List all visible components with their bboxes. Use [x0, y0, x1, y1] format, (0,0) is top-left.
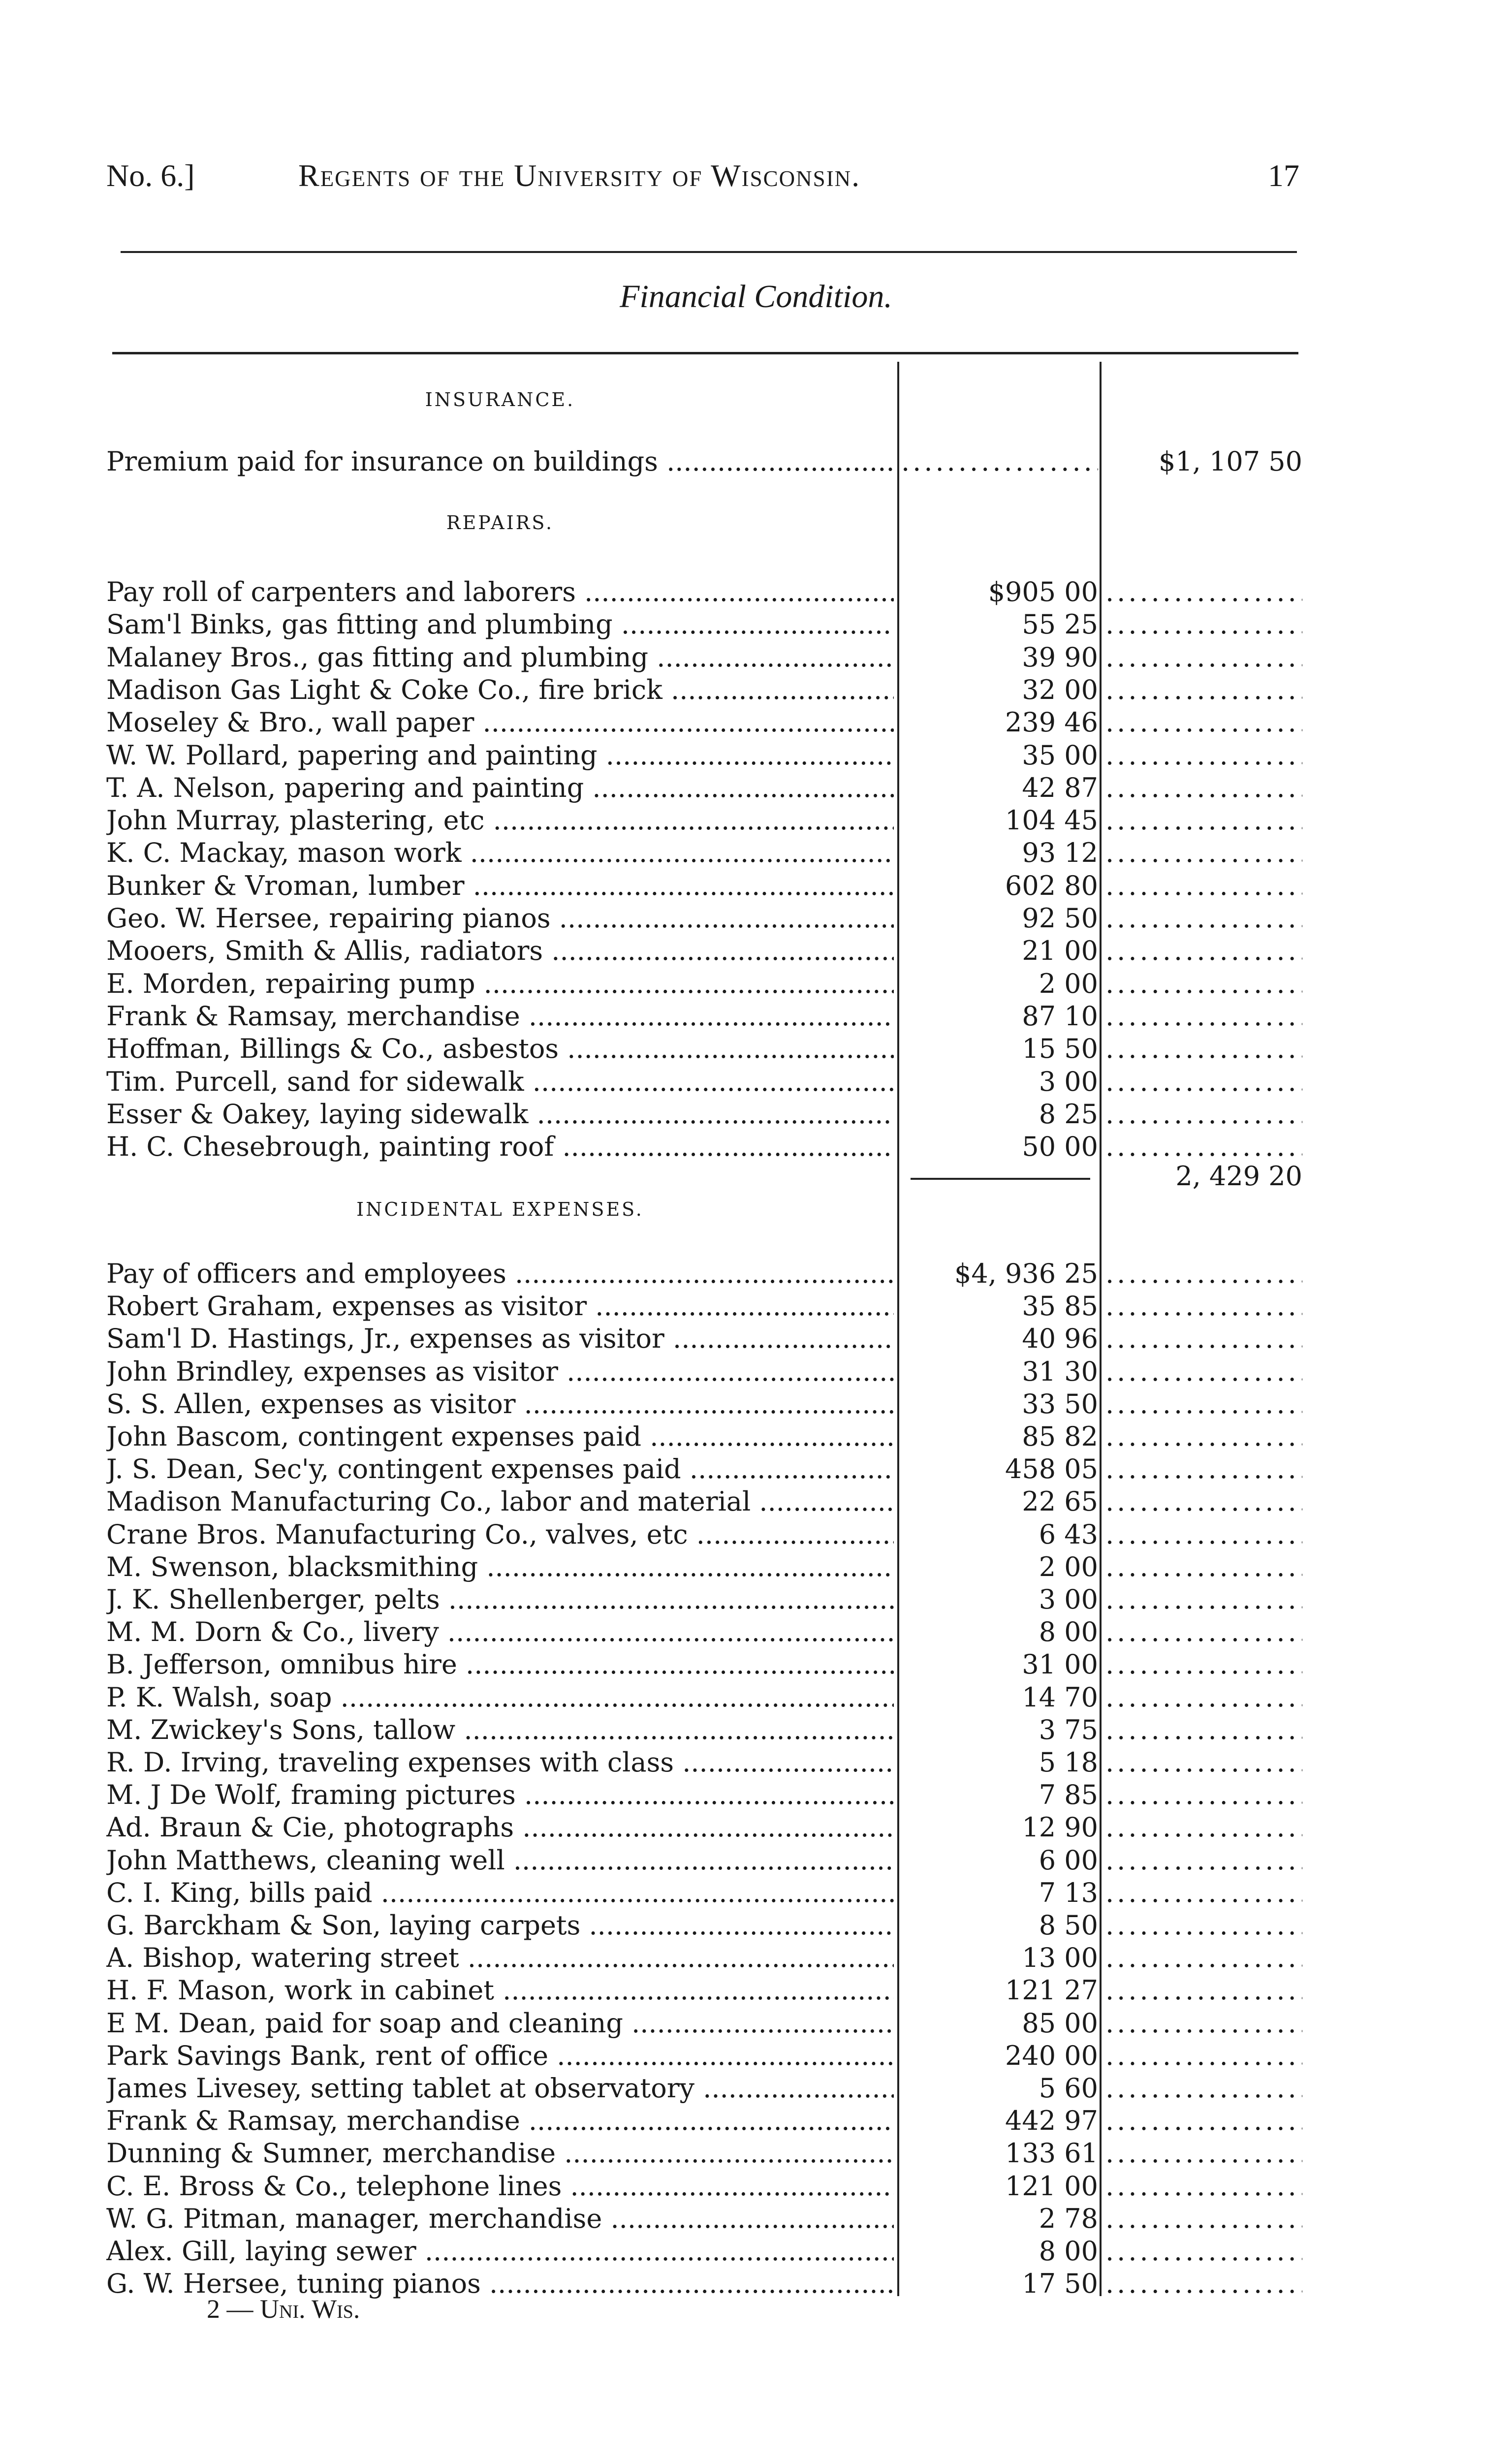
ledger-row [106, 968, 1302, 1000]
row-leader [1105, 1066, 1302, 1098]
row-leader [1105, 2170, 1302, 2203]
row-description: Malaney Bros., gas fitting and plumbing ..... [106, 641, 894, 674]
row-amount: 104 45 [1005, 805, 1098, 836]
row-amount: 133 61 [1005, 2138, 1098, 2169]
ledger-row [106, 1388, 1302, 1420]
ledger-row [106, 1066, 1302, 1098]
row-amount: 7 13 [1039, 1877, 1098, 1908]
row-leader [1105, 1323, 1302, 1355]
row-description: John Bascom, contingent expenses paid ..... [106, 1420, 894, 1453]
row-leader [1105, 1811, 1302, 1844]
ledger-row [106, 935, 1302, 967]
ledger-row [106, 2235, 1302, 2268]
row-amount: 5 18 [1039, 1747, 1098, 1778]
incidental-heading: INCIDENTAL EXPENSES. [356, 1199, 644, 1220]
row-total: $1, 107 50 [1159, 446, 1302, 477]
ledger-row [106, 1942, 1302, 1974]
row-leader [1105, 2072, 1302, 2105]
ledger-row [106, 1098, 1302, 1131]
ledger-row [106, 1453, 1302, 1485]
row-amount: 32 00 [1022, 674, 1098, 705]
ledger-row [106, 2203, 1302, 2235]
row-amount: 55 25 [1022, 609, 1098, 640]
row-leader [1105, 641, 1302, 674]
row-leader [1105, 1551, 1302, 1583]
row-description: Madison Manufacturing Co., labor and material ..... [106, 1485, 894, 1518]
row-description: E M. Dean, paid for soap and cleaning ..... [106, 2007, 894, 2040]
ledger-row [106, 1290, 1302, 1323]
ledger-row [106, 1420, 1302, 1453]
row-amount: 50 00 [1022, 1131, 1098, 1163]
row-leader [1105, 739, 1302, 772]
row-description: Robert Graham, expenses as visitor ..... [106, 1290, 894, 1323]
row-amount: 31 30 [1022, 1356, 1098, 1387]
row-leader [1105, 2007, 1302, 2040]
row-description: H. F. Mason, work in cabinet ..... [106, 1974, 894, 2007]
insurance-row [106, 445, 1302, 478]
ledger-row [106, 2072, 1302, 2105]
row-description: Alex. Gill, laying sewer ..... [106, 2235, 894, 2268]
row-amount: 85 82 [1022, 1421, 1098, 1452]
ledger-row [106, 1323, 1302, 1355]
row-leader [1105, 706, 1302, 739]
ledger-row [106, 1518, 1302, 1551]
row-description: John Murray, plastering, etc ..... [106, 804, 894, 837]
row-leader [1105, 1453, 1302, 1485]
ledger-row [106, 2105, 1302, 2137]
page-header [106, 148, 1299, 207]
row-amount: 12 90 [1022, 1812, 1098, 1843]
row-amount: 35 85 [1022, 1291, 1098, 1322]
row-amount: 2 00 [1039, 968, 1098, 999]
row-amount: 3 00 [1039, 1066, 1098, 1097]
ledger-row [106, 837, 1302, 869]
ledger-row [106, 1877, 1302, 1909]
row-description: Frank & Ramsay, merchandise ..... [106, 2105, 894, 2137]
row-description: E. Morden, repairing pump ..... [106, 968, 894, 1000]
row-description: Esser & Oakey, laying sidewalk ..... [106, 1098, 894, 1131]
ledger-row [106, 1909, 1302, 1942]
row-leader [1105, 2137, 1302, 2170]
row-description: K. C. Mackay, mason work ..... [106, 837, 894, 869]
row-leader [1105, 1485, 1302, 1518]
row-description: Bunker & Vroman, lumber ..... [106, 870, 894, 902]
row-leader [1105, 1258, 1302, 1290]
row-amount: 2 78 [1039, 2203, 1098, 2234]
row-amount: 458 05 [1005, 1453, 1098, 1485]
row-leader [1105, 772, 1302, 804]
ledger-row [106, 1648, 1302, 1681]
ledger-row [106, 706, 1302, 739]
row-amount: 121 27 [1005, 1975, 1098, 2006]
row-description: J. S. Dean, Sec'y, contingent expenses paid ..... [106, 1453, 894, 1485]
row-amount: 8 25 [1039, 1098, 1098, 1130]
row-leader [1105, 1131, 1302, 1163]
row-amount: 3 00 [1039, 1584, 1098, 1615]
row-description: M. Swenson, blacksmithing ..... [106, 1551, 894, 1583]
row-description: Pay roll of carpenters and laborers ..... [106, 576, 894, 608]
insurance-heading: INSURANCE. [425, 389, 575, 410]
table-top-rule [112, 352, 1298, 354]
row-leader [1105, 804, 1302, 837]
row-description: M. J De Wolf, framing pictures ..... [106, 1779, 894, 1811]
ledger-row [106, 870, 1302, 902]
ledger-row [106, 2170, 1302, 2203]
row-leader [1105, 1583, 1302, 1616]
ledger-row [106, 1485, 1302, 1518]
row-description: Madison Gas Light & Coke Co., fire brick ..... [106, 674, 894, 706]
row-amount: 239 46 [1005, 707, 1098, 738]
row-amount: 40 96 [1022, 1323, 1098, 1355]
row-amount: 39 90 [1022, 641, 1098, 673]
row-description: H. C. Chesebrough, painting roof ..... [106, 1131, 894, 1163]
row-leader [1105, 1746, 1302, 1779]
row-amount: 3 75 [1039, 1714, 1098, 1745]
row-description: Premium paid for insurance on buildings ..... [106, 445, 894, 478]
row-description: C. I. King, bills paid ..... [106, 1877, 894, 1909]
row-amount: 13 00 [1022, 1942, 1098, 1974]
row-description: John Matthews, cleaning well ..... [106, 1844, 894, 1877]
row-leader [1105, 1779, 1302, 1811]
row-leader [1105, 1290, 1302, 1323]
row-amount: 121 00 [1005, 2170, 1098, 2202]
row-amount: 7 85 [1039, 1779, 1098, 1811]
row-description: Frank & Ramsay, merchandise ..... [106, 1000, 894, 1033]
row-description: B. Jefferson, omnibus hire ..... [106, 1648, 894, 1681]
ledger-row [106, 576, 1302, 608]
row-amount: 17 50 [1022, 2268, 1098, 2300]
ledger-row [106, 1974, 1302, 2007]
row-amount: 15 50 [1022, 1033, 1098, 1065]
ledger-row [106, 772, 1302, 804]
row-description: James Livesey, setting tablet at observatory ..... [106, 2072, 894, 2105]
row-amount: 22 65 [1022, 1486, 1098, 1517]
row-description: John Brindley, expenses as visitor ..... [106, 1356, 894, 1388]
row-leader [1105, 1974, 1302, 2007]
row-amount: 92 50 [1022, 903, 1098, 934]
row-amount: 87 10 [1022, 1000, 1098, 1032]
row-description: Hoffman, Billings & Co., asbestos ..... [106, 1033, 894, 1065]
ledger-row [106, 1746, 1302, 1779]
row-description: Sam'l D. Hastings, Jr., expenses as visitor ..... [106, 1323, 894, 1355]
repairs-heading: REPAIRS. [446, 512, 554, 534]
row-amount: 35 00 [1022, 739, 1098, 771]
row-amount: 42 87 [1022, 772, 1098, 803]
row-leader [1105, 1681, 1302, 1714]
ledger-row [106, 1000, 1302, 1033]
row-leader [1105, 1356, 1302, 1388]
row-amount: 93 12 [1022, 837, 1098, 869]
row-leader [1105, 1877, 1302, 1909]
row-description: M. Zwickey's Sons, tallow ..... [106, 1714, 894, 1746]
row-leader [1105, 1844, 1302, 1877]
row-amount: 442 97 [1005, 2105, 1098, 2137]
header-rule [121, 251, 1297, 253]
ledger-row [106, 641, 1302, 674]
row-description: Sam'l Binks, gas fitting and plumbing ..... [106, 608, 894, 641]
page-footer: 2 — Uni. Wis. [207, 2294, 360, 2324]
ledger-row [106, 2040, 1302, 2072]
ledger-row [106, 1616, 1302, 1648]
row-leader [1105, 1420, 1302, 1453]
row-leader [1105, 2235, 1302, 2268]
row-amount: 2 00 [1039, 1551, 1098, 1582]
row-description: Tim. Purcell, sand for sidewalk ..... [106, 1066, 894, 1098]
row-leader [1105, 1000, 1302, 1033]
ledger-row [106, 1681, 1302, 1714]
ledger-row [106, 1583, 1302, 1616]
row-description: G. W. Hersee, tuning pianos ..... [106, 2268, 894, 2300]
row-leader [1105, 1909, 1302, 1942]
row-description: C. E. Bross & Co., telephone lines ..... [106, 2170, 894, 2203]
row-description: T. A. Nelson, papering and painting ..... [106, 772, 894, 804]
row-leader [1105, 2203, 1302, 2235]
page-number: 17 [1268, 158, 1299, 193]
ledger-row [106, 902, 1302, 935]
row-amount: 240 00 [1005, 2040, 1098, 2071]
row-leader [1105, 902, 1302, 935]
row-amount: 8 50 [1039, 1910, 1098, 1941]
running-title: Regents of the University of Wisconsin. [298, 158, 861, 193]
row-amount: 31 00 [1022, 1649, 1098, 1680]
row-amount: 602 80 [1005, 870, 1098, 901]
ledger-row [106, 1811, 1302, 1844]
row-leader [1105, 1388, 1302, 1420]
row-description: S. S. Allen, expenses as visitor ..... [106, 1388, 894, 1420]
row-description: P. K. Walsh, soap ..... [106, 1681, 894, 1714]
ledger-row [106, 1714, 1302, 1746]
subtotal-rule [911, 1178, 1090, 1180]
row-amount: 8 00 [1039, 2236, 1098, 2267]
row-leader [1105, 1518, 1302, 1551]
row-amount: 14 70 [1022, 1681, 1098, 1713]
ledger-row [106, 1551, 1302, 1583]
row-leader [1105, 1098, 1302, 1131]
ledger-row [106, 1844, 1302, 1877]
ledger-row [106, 674, 1302, 706]
row-amount: $905 00 [988, 576, 1098, 607]
row-description: A. Bishop, watering street ..... [106, 1942, 894, 1974]
row-description: M. M. Dorn & Co., livery ..... [106, 1616, 894, 1648]
row-description: G. Barckham & Son, laying carpets ..... [106, 1909, 894, 1942]
row-amount: 6 43 [1039, 1518, 1098, 1550]
row-amount: 21 00 [1022, 935, 1098, 967]
ledger-row [106, 1779, 1302, 1811]
row-description: W. G. Pitman, manager, merchandise ..... [106, 2203, 894, 2235]
row-amount: 33 50 [1022, 1388, 1098, 1420]
row-description: J. K. Shellenberger, pelts ..... [106, 1583, 894, 1616]
row-amount: 5 60 [1039, 2073, 1098, 2104]
row-leader [1105, 674, 1302, 706]
ledger-row [106, 804, 1302, 837]
row-amount: 8 00 [1039, 1616, 1098, 1648]
ledger-row [106, 1131, 1302, 1163]
ledger-row [106, 2137, 1302, 2170]
document-number: No. 6.] [106, 158, 195, 193]
row-description: Mooers, Smith & Allis, radiators ..... [106, 935, 894, 967]
row-description: Dunning & Sumner, merchandise ..... [106, 2137, 894, 2170]
ledger-row [106, 1033, 1302, 1065]
row-leader [1105, 1714, 1302, 1746]
ledger-row [106, 608, 1302, 641]
repairs-total: 2, 429 20 [1175, 1161, 1302, 1192]
row-leader [1105, 1648, 1302, 1681]
row-leader [1105, 2040, 1302, 2072]
row-leader [1105, 1616, 1302, 1648]
row-leader [1105, 2105, 1302, 2137]
row-leader [1105, 1942, 1302, 1974]
section-subtitle: Financial Condition. [620, 279, 892, 315]
row-leader [1105, 1033, 1302, 1065]
row-leader [1105, 2268, 1302, 2300]
ledger-row [106, 1356, 1302, 1388]
row-leader [1105, 968, 1302, 1000]
row-description: R. D. Irving, traveling expenses with class ..... [106, 1746, 894, 1779]
row-leader [1105, 608, 1302, 641]
row-description: Pay of officers and employees ..... [106, 1258, 894, 1290]
ledger-row [106, 2007, 1302, 2040]
row-leader [1105, 837, 1302, 869]
row-leader [1105, 935, 1302, 967]
row-leader [901, 445, 1098, 478]
row-description: Geo. W. Hersee, repairing pianos ..... [106, 902, 894, 935]
row-description: Park Savings Bank, rent of office ..... [106, 2040, 894, 2072]
row-leader [1105, 870, 1302, 902]
row-amount: 6 00 [1039, 1844, 1098, 1876]
ledger-row [106, 1258, 1302, 1290]
row-amount: $4, 936 25 [954, 1258, 1098, 1289]
ledger-row [106, 739, 1302, 772]
row-description: Moseley & Bro., wall paper ..... [106, 706, 894, 739]
row-description: W. W. Pollard, papering and painting ..... [106, 739, 894, 772]
row-amount: 85 00 [1022, 2007, 1098, 2039]
row-leader [1105, 576, 1302, 608]
row-description: Ad. Braun & Cie, photographs ..... [106, 1811, 894, 1844]
row-description: Crane Bros. Manufacturing Co., valves, etc ..... [106, 1518, 894, 1551]
